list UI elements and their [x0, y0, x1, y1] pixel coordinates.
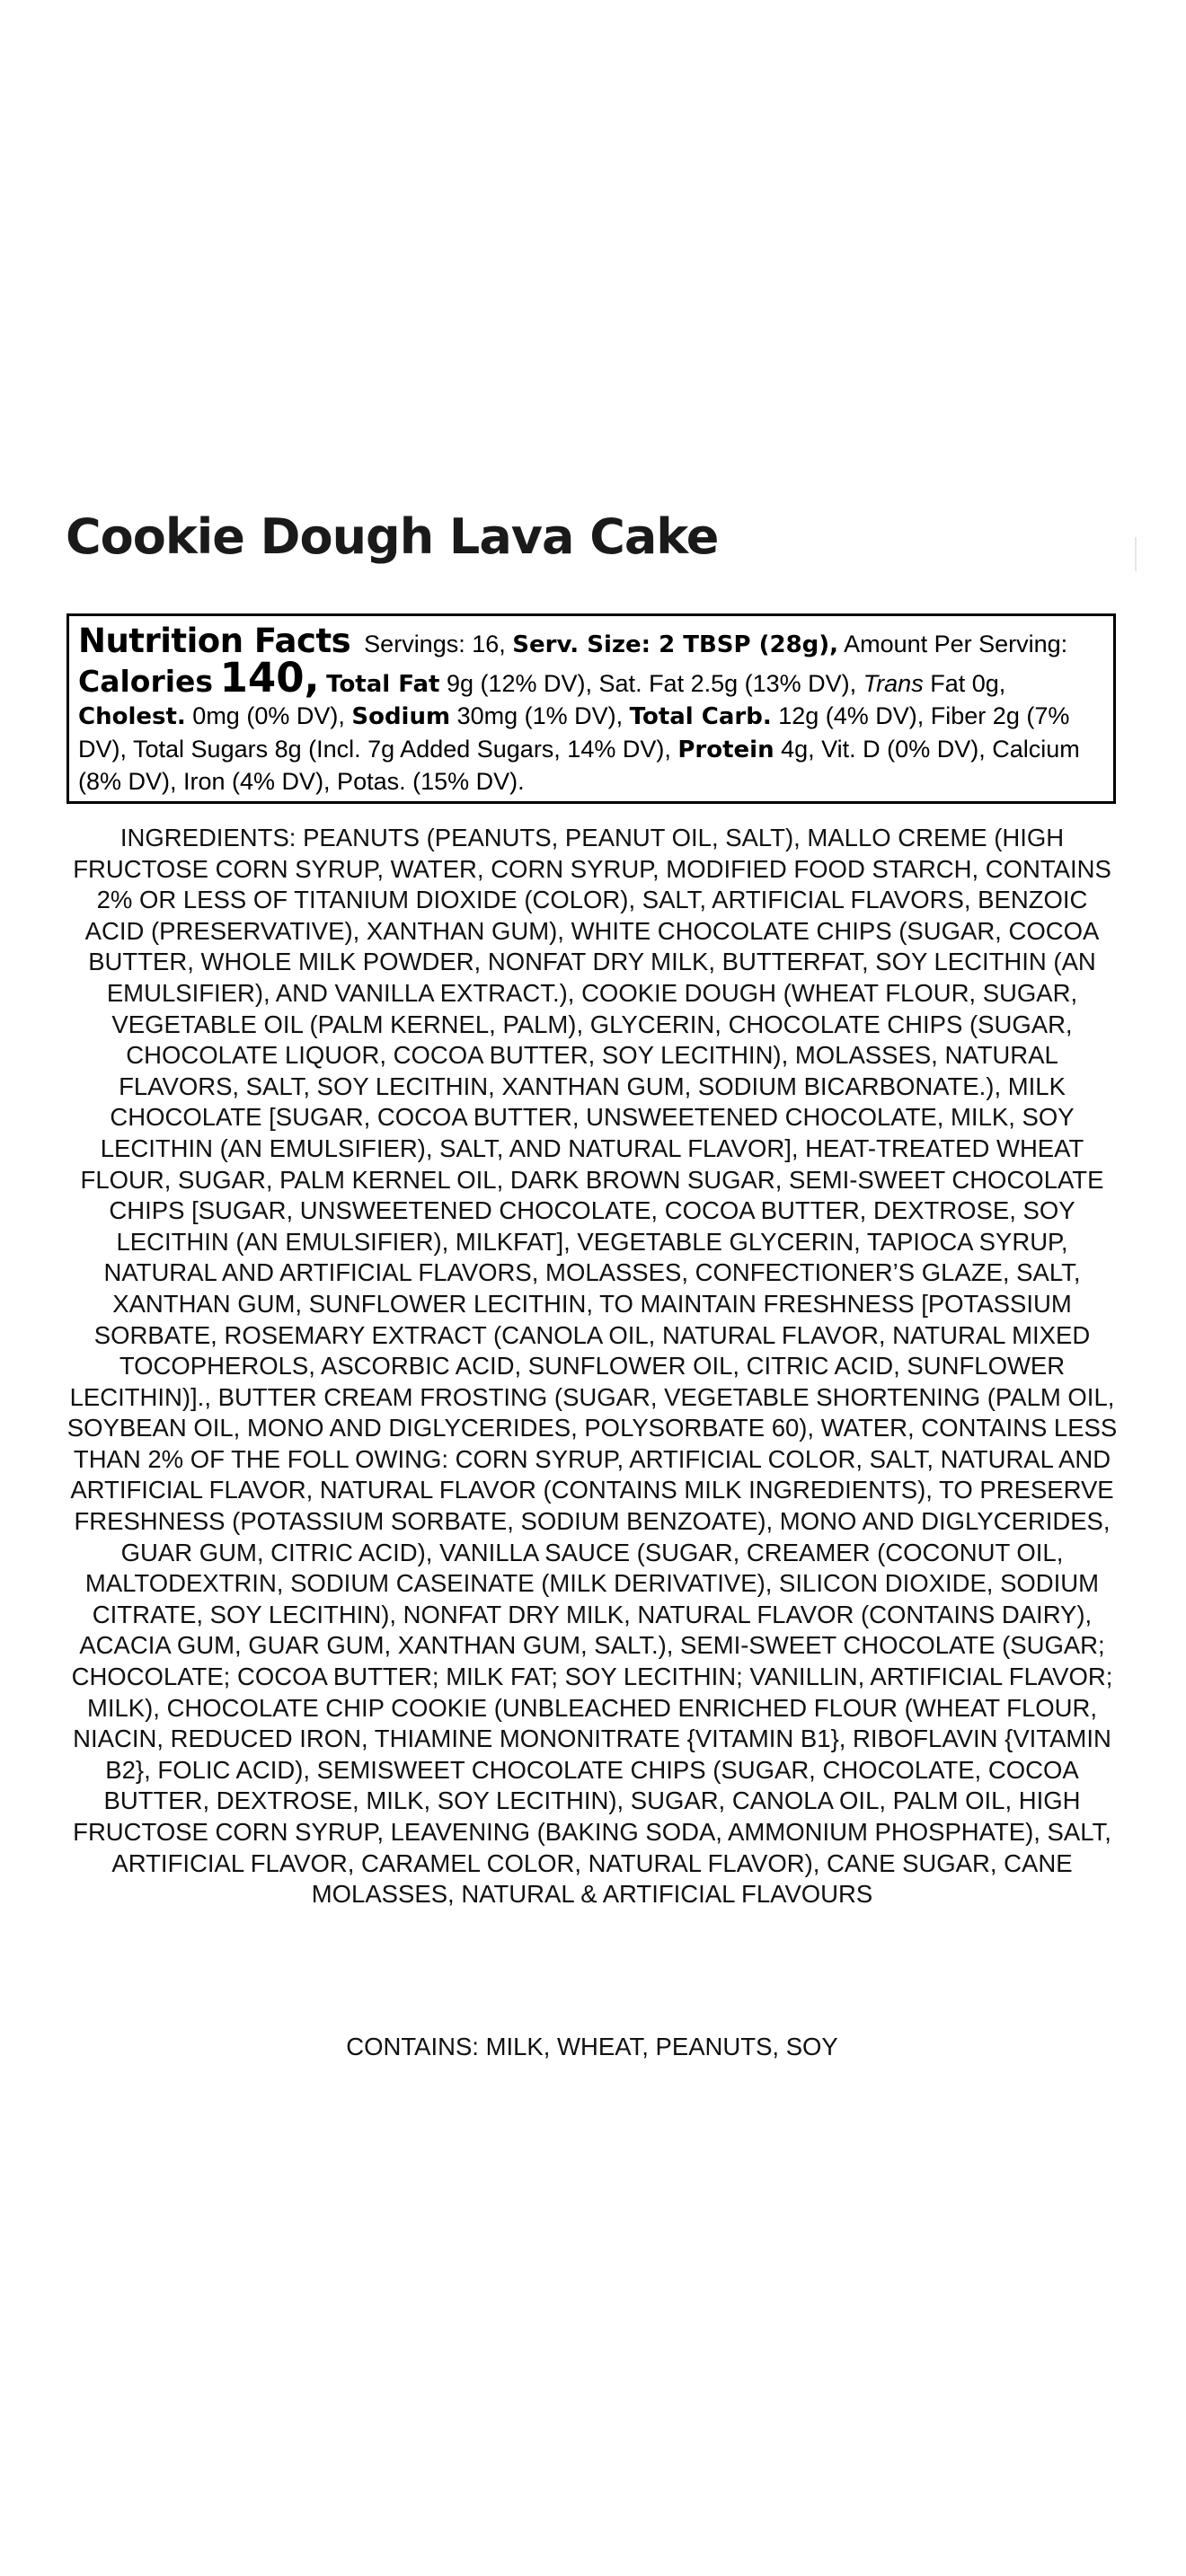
- protein-value: 4g, Vit. D (0% DV), Calcium (8% DV), Iron (4% DV), Potas. (15% DV).: [78, 735, 1080, 795]
- allergen-statement: CONTAINS: MILK, WHEAT, PEANUTS, SOY: [346, 2033, 838, 2060]
- total-carb-value: 12g (4% DV), Fiber 2g (7% DV), Total Sugars 8g (Incl. 7g Added Sugars, 14% DV),: [78, 702, 1070, 763]
- page-title: Cookie Dough Lava Cake: [66, 508, 719, 565]
- nutrition-facts-heading: Nutrition Facts: [78, 622, 351, 660]
- nutrition-facts-panel: [66, 613, 1116, 804]
- total-fat-label: Total Fat: [326, 670, 440, 698]
- calories-label: Calories: [78, 663, 214, 699]
- cholesterol-value: 0mg (0% DV),: [192, 702, 345, 729]
- total-carb-label: Total Carb.: [629, 703, 772, 730]
- amount-per-serving-text: Amount Per Serving:: [844, 631, 1068, 657]
- protein-label: Protein: [677, 736, 774, 763]
- calories-value: 140,: [219, 653, 320, 701]
- ingredients-list: INGREDIENTS: PEANUTS (PEANUTS, PEANUT OIL, SALT), MALLO CREME (HIGH FRUCTOSE CORN SYRUP, WATER, CORN SYRUP, MODIFIED FOOD STARCH, CONTAINS 2% OR LESS OF TITANIUM DIOXIDE (COLOR), SALT, ARTIFICIAL FLAVORS, BENZOIC ACID (PRESERVATIVE), XANTHAN GUM), WHITE CHOCOLATE CHIPS (SUGAR, COCOA BUTTER, WHOLE MILK POWDER, NONFAT DRY MILK, BUTTERFAT, SOY LECITHIN (AN EMULSIFIER), AND VANILLA EXTRACT.), COOKIE DOUGH (WHEAT FLOUR, SUGAR, VEGETABLE OIL (PALM KERNEL, PALM), GLYCERIN, CHOCOLATE CHIPS (SUGAR, CHOCOLATE LIQUOR, COCOA BUTTER, SOY LECITHIN), MOLASSES, NATURAL FLAVORS, SALT, SOY LECITHIN, XANTHAN GUM, SODIUM BICARBONATE.), MILK CHOCOLATE [SUGAR, COCOA BUTTER, UNSWEETENED CHOCOLATE, MILK, SOY LECITHIN (AN EMULSIFIER), SALT, AND NATURAL FLAVOR], HEAT-TREATED WHEAT FLOUR, SUGAR, PALM KERNEL OIL, DARK BROWN SUGAR, SEMI-SWEET CHOCOLATE CHIPS [SUGAR, UNSWEETENED CHOCOLATE, COCOA BUTTER, DEXTROSE, SOY LECITHIN (AN EMULSIFIER), MILKFAT], VEGETABLE GLYCERIN, TAPIOCA SYRUP, NATURAL AND ARTIFICIAL FLAVORS, MOLASSES, CONFECTIONER’S GLAZE, SALT, XANTHAN GUM, SUNFLOWER LECITHIN, TO MAINTAIN FRESHNESS [POTASSIUM SORBATE, ROSEMARY EXTRACT (CANOLA OIL, NATURAL FLAVOR, NATURAL MIXED TOCOPHEROLS, ASCORBIC ACID, SUNFLOWER OIL, CITRIC ACID, SUNFLOWER LECITHIN)]., BUTTER CREAM FROSTING (SUGAR, VEGETABLE SHORTENING (PALM OIL, SOYBEAN OIL, MONO AND DIGLYCERIDES, POLYSORBATE 60), WATER, CONTAINS LESS THAN 2% OF THE FOLL OWING: CORN SYRUP, ARTIFICIAL COLOR, SALT, NATURAL AND ARTIFICIAL FLAVOR, NATURAL FLAVOR (CONTAINS MILK INGREDIENTS), TO PRESERVE FRESHNESS (POTASSIUM SORBATE, SODIUM BENZOATE), MONO AND DIGLYCERIDES, GUAR GUM, CITRIC ACID), VANILLA SAUCE (SUGAR, CREAMER (COCONUT OIL, MALTODEXTRIN, SODIUM CASEINATE (MILK DERIVATIVE), SILICON DIOXIDE, SODIUM CITRATE, SOY LECITHIN), NONFAT DRY MILK, NATURAL FLAVOR (CONTAINS DAIRY), ACACIA GUM, GUAR GUM, XANTHAN GUM, SALT.), SEMI-SWEET CHOCOLATE (SUGAR; CHOCOLATE; COCOA BUTTER; MILK FAT; SOY LECITHIN; VANILLIN, ARTIFICIAL FLAVOR; MILK), CHOCOLATE CHIP COOKIE (UNBLEACHED ENRICHED FLOUR (WHEAT FLOUR, NIACIN, REDUCED IRON, THIAMINE MONONITRATE {VITAMIN B1}, RIBOFLAVIN {VITAMIN B2}, FOLIC ACID), SEMISWEET CHOCOLATE CHIPS (SUGAR, CHOCOLATE, COCOA BUTTER, DEXTROSE, MILK, SOY LECITHIN), SUGAR, CANOLA OIL, PALM OIL, HIGH FRUCTOSE CORN SYRUP, LEAVENING (BAKING SODA, AMMONIUM PHOSPHATE), SALT, ARTIFICIAL FLAVOR, CARAMEL COLOR, NATURAL FLAVOR), CANE SUGAR, CANE MOLASSES, NATURAL & ARTIFICIAL FLAVOURS: [66, 824, 1118, 1909]
- sodium-label: Sodium: [351, 703, 451, 730]
- total-fat-value: 9g (12% DV), Sat. Fat 2.5g (13% DV),: [446, 669, 857, 697]
- trans-fat-value: Fat 0g,: [930, 669, 1006, 697]
- cholesterol-label: Cholest.: [78, 703, 186, 730]
- trans-fat-label: Trans: [863, 669, 924, 697]
- serving-size-text: Serv. Size: 2 TBSP (28g),: [512, 631, 839, 658]
- sodium-value: 30mg (1% DV),: [456, 702, 624, 729]
- servings-text: Servings: 16,: [364, 631, 506, 657]
- scroll-indicator[interactable]: [1135, 537, 1137, 571]
